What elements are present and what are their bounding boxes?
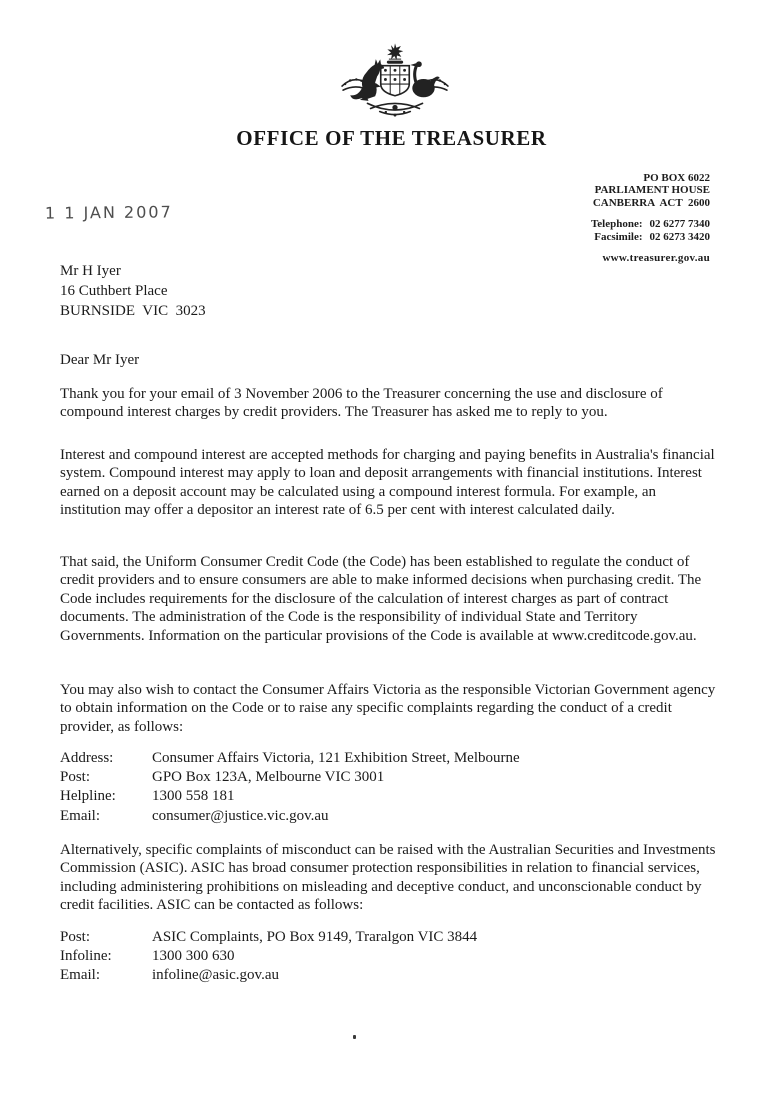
phone-block [591, 218, 710, 243]
facsimile-label: Facsimile: [594, 230, 643, 243]
contact-row [60, 966, 477, 985]
contact-value: Consumer Affairs Victoria, 121 Exhibition Street, Melbourne [152, 750, 520, 766]
contact-label: Email: [60, 807, 100, 824]
contact-label: Helpline: [60, 788, 116, 805]
consumer-affairs-contact-block [60, 749, 520, 826]
telephone-line [591, 218, 710, 230]
body-paragraph-2: Interest and compound interest are accepted methods for charging and paying benefits in Australia's financial system. Compound interest may apply to loan and deposit arrangements with financial institutions. Interest earned on a deposit account may be calculated using a compound interest formula. For example, an institution may offer a depositor an interest rate of 6.5 per cent with interest calculated daily. [60, 447, 715, 519]
recipient-address [60, 261, 206, 321]
contact-row [60, 768, 520, 787]
body-paragraph-3: That said, the Uniform Consumer Credit Code (the Code) has been established to regulate the conduct of credit providers and to ensure consumers are able to make informed decisions when purchasing credit. The Code includes requirements for the disclosure of the calculation of interest charges as part of contract documents. The administration of the Code is the responsibility of individual State and Territory Governments. Information on the particular provisions of the Code is available at www.creditcode.gov.au. [60, 554, 702, 644]
contact-value: GPO Box 123A, Melbourne VIC 3001 [152, 769, 385, 786]
contact-row [60, 787, 520, 806]
body-paragraph-4: You may also wish to contact the Consumer Affairs Victoria as the responsible Victorian Government agency to obtain information on the Code or to raise any specific complaints regarding the conduct of a credit provider, as follows: [60, 682, 716, 735]
contact-row [60, 807, 520, 826]
contact-label: Address: [60, 750, 114, 766]
australian-coat-of-arms-icon [339, 42, 451, 120]
body-paragraph-1: Thank you for your email of 3 November 2006 to the Treasurer concerning the use and disclosure of compound interest charges by credit providers. The Treasurer has asked me to reply to you. [60, 386, 663, 421]
facsimile-number: 02 6273 3420 [649, 230, 710, 243]
telephone-label: Telephone: [590, 218, 643, 231]
contact-label: Post: [60, 769, 91, 786]
telephone-number: 02 6277 7340 [649, 218, 710, 231]
contact-value: 1300 558 181 [152, 788, 235, 805]
salutation: Dear Mr Iyer [60, 352, 140, 368]
contact-label: Email: [60, 967, 100, 984]
contact-row [60, 947, 477, 966]
contact-label: Infoline: [60, 948, 112, 965]
website-text: www.treasurer.gov.au [602, 252, 710, 265]
date-received-stamp: 1 1 JAN 2007 [44, 202, 173, 223]
contact-value: infoline@asic.gov.au [152, 967, 279, 984]
canberra-line: CANBERRA ACT 2600 [592, 196, 710, 209]
contact-row [60, 928, 477, 947]
scan-speck [353, 1035, 356, 1039]
recipient-street: 16 Cuthbert Place [60, 283, 168, 299]
contact-value: consumer@justice.vic.gov.au [152, 807, 329, 824]
contact-row [60, 749, 520, 768]
office-title: OFFICE OF THE TREASURER [236, 126, 547, 150]
contact-value: 1300 300 630 [152, 948, 235, 965]
facsimile-line [591, 231, 710, 243]
recipient-name: Mr H Iyer [60, 263, 121, 279]
asic-contact-block [60, 928, 477, 986]
letterhead-contact-block [591, 172, 710, 264]
contact-value: ASIC Complaints, PO Box 9149, Traralgon VIC 3844 [152, 929, 478, 945]
po-box-line: PO BOX 6022 [643, 172, 710, 184]
body-paragraph-5: Alternatively, specific complaints of misconduct can be raised with the Australian Securities and Investments Commission (ASIC). ASIC has broad consumer protection responsibilities in relation to financial services, including administering prohibitions on misleading and deceptive conduct, and unconscionable conduct by credit facilities. ASIC can be contacted as follows: [60, 842, 716, 914]
recipient-city: BURNSIDE VIC 3023 [60, 303, 206, 319]
contact-label: Post: [60, 929, 91, 945]
parliament-house-line: PARLIAMENT HOUSE [594, 184, 710, 197]
